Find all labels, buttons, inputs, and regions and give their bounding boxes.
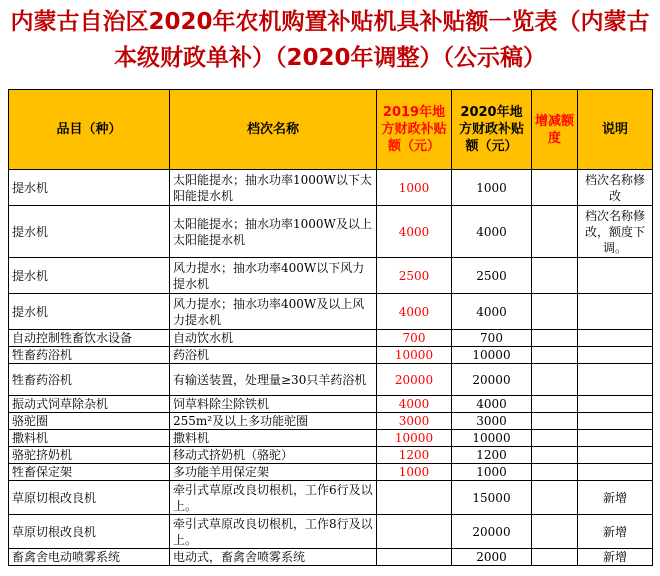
cell-change <box>532 481 578 515</box>
cell-2019-subsidy: 20000 <box>377 364 452 396</box>
cell-spec: 电动式，畜禽舍喷雾系统 <box>170 549 377 566</box>
table-row <box>9 258 653 294</box>
cell-item: 提水机 <box>9 206 170 258</box>
cell-spec: 太阳能提水；抽水功率1000W及以上太阳能提水机 <box>170 206 377 258</box>
cell-item: 牲畜药浴机 <box>9 347 170 364</box>
header-row <box>9 90 653 170</box>
cell-spec: 移动式挤奶机（骆驼） <box>170 447 377 464</box>
table-row <box>9 447 653 464</box>
cell-note <box>578 294 653 330</box>
cell-item: 提水机 <box>9 258 170 294</box>
cell-change <box>532 258 578 294</box>
cell-note: 新增 <box>578 549 653 566</box>
cell-2020-subsidy: 20000 <box>452 364 532 396</box>
cell-2020-subsidy: 1000 <box>452 464 532 481</box>
header-change: 增减额度 <box>532 90 578 170</box>
cell-spec: 牵引式草原改良切根机，工作8行及以上。 <box>170 515 377 549</box>
cell-change <box>532 206 578 258</box>
cell-item: 提水机 <box>9 170 170 206</box>
cell-item: 振动式饲草除杂机 <box>9 396 170 413</box>
cell-2019-subsidy: 4000 <box>377 294 452 330</box>
cell-note: 新增 <box>578 515 653 549</box>
cell-2019-subsidy: 700 <box>377 330 452 347</box>
cell-spec: 牵引式草原改良切根机，工作6行及以上。 <box>170 481 377 515</box>
cell-item: 骆驼圈 <box>9 413 170 430</box>
table-row <box>9 294 653 330</box>
cell-note <box>578 464 653 481</box>
cell-2020-subsidy: 10000 <box>452 430 532 447</box>
cell-2019-subsidy: 4000 <box>377 396 452 413</box>
cell-2020-subsidy: 2500 <box>452 258 532 294</box>
cell-item: 畜禽舍电动喷雾系统 <box>9 549 170 566</box>
cell-item: 草原切根改良机 <box>9 481 170 515</box>
cell-2020-subsidy: 4000 <box>452 294 532 330</box>
cell-2020-subsidy: 2000 <box>452 549 532 566</box>
cell-2020-subsidy: 4000 <box>452 206 532 258</box>
cell-spec: 255m²及以上多功能驼圈 <box>170 413 377 430</box>
cell-2019-subsidy <box>377 515 452 549</box>
page-title: 内蒙古自治区2020年农机购置补贴机具补贴额一览表（内蒙古本级财政单补）（2020年调整）（公示稿） <box>10 9 650 71</box>
cell-item: 牲畜药浴机 <box>9 364 170 396</box>
table-row <box>9 364 653 396</box>
cell-spec: 有输送装置，处理量≥30只羊药浴机 <box>170 364 377 396</box>
cell-note <box>578 364 653 396</box>
cell-item: 提水机 <box>9 294 170 330</box>
cell-2019-subsidy: 2500 <box>377 258 452 294</box>
cell-item: 草原切根改良机 <box>9 515 170 549</box>
cell-spec: 撒料机 <box>170 430 377 447</box>
header-spec: 档次名称 <box>170 90 377 170</box>
cell-spec: 多功能羊用保定架 <box>170 464 377 481</box>
cell-note <box>578 430 653 447</box>
cell-change <box>532 549 578 566</box>
cell-spec: 风力提水；抽水功率400W以下风力提水机 <box>170 258 377 294</box>
cell-change <box>532 364 578 396</box>
cell-item: 撒料机 <box>9 430 170 447</box>
cell-note <box>578 347 653 364</box>
cell-2019-subsidy: 10000 <box>377 347 452 364</box>
cell-note <box>578 396 653 413</box>
cell-2020-subsidy: 15000 <box>452 481 532 515</box>
cell-2020-subsidy: 10000 <box>452 347 532 364</box>
header-item: 品目（种） <box>9 90 170 170</box>
cell-item: 骆驼挤奶机 <box>9 447 170 464</box>
cell-change <box>532 170 578 206</box>
cell-spec: 药浴机 <box>170 347 377 364</box>
cell-note: 档次名称修改，额度下调。 <box>578 206 653 258</box>
cell-change <box>532 396 578 413</box>
cell-item: 自动控制牲畜饮水设备 <box>9 330 170 347</box>
cell-2020-subsidy: 4000 <box>452 396 532 413</box>
cell-spec: 风力提水；抽水功率400W及以上风力提水机 <box>170 294 377 330</box>
header-2019-subsidy: 2019年地方财政补贴额（元） <box>377 90 452 170</box>
table-row <box>9 430 653 447</box>
cell-note: 新增 <box>578 481 653 515</box>
cell-2019-subsidy: 4000 <box>377 206 452 258</box>
cell-note <box>578 330 653 347</box>
cell-note: 档次名称修改 <box>578 170 653 206</box>
table-row <box>9 413 653 430</box>
cell-change <box>532 430 578 447</box>
cell-2020-subsidy: 1000 <box>452 170 532 206</box>
cell-2019-subsidy: 10000 <box>377 430 452 447</box>
cell-2019-subsidy <box>377 549 452 566</box>
header-note: 说明 <box>578 90 653 170</box>
cell-spec: 太阳能提水；抽水功率1000W以下太阳能提水机 <box>170 170 377 206</box>
table-row <box>9 396 653 413</box>
cell-change <box>532 447 578 464</box>
cell-2019-subsidy: 1200 <box>377 447 452 464</box>
subsidy-table <box>8 89 653 566</box>
cell-2020-subsidy: 3000 <box>452 413 532 430</box>
cell-change <box>532 347 578 364</box>
cell-item: 牲畜保定架 <box>9 464 170 481</box>
cell-2020-subsidy: 20000 <box>452 515 532 549</box>
cell-change <box>532 515 578 549</box>
table-row <box>9 347 653 364</box>
table-row <box>9 481 653 515</box>
table-row <box>9 330 653 347</box>
cell-2019-subsidy <box>377 481 452 515</box>
header-2020-subsidy: 2020年地方财政补贴额（元） <box>452 90 532 170</box>
cell-2020-subsidy: 1200 <box>452 447 532 464</box>
cell-note <box>578 447 653 464</box>
cell-note <box>578 413 653 430</box>
cell-2019-subsidy: 1000 <box>377 170 452 206</box>
cell-2020-subsidy: 700 <box>452 330 532 347</box>
cell-change <box>532 294 578 330</box>
cell-spec: 饲草料除尘除铁机 <box>170 396 377 413</box>
cell-change <box>532 330 578 347</box>
cell-change <box>532 464 578 481</box>
cell-2019-subsidy: 1000 <box>377 464 452 481</box>
cell-note <box>578 258 653 294</box>
table-row <box>9 170 653 206</box>
table-row <box>9 464 653 481</box>
table-row <box>9 549 653 566</box>
table-row <box>9 206 653 258</box>
cell-change <box>532 413 578 430</box>
cell-2019-subsidy: 3000 <box>377 413 452 430</box>
table-row <box>9 515 653 549</box>
cell-spec: 自动饮水机 <box>170 330 377 347</box>
